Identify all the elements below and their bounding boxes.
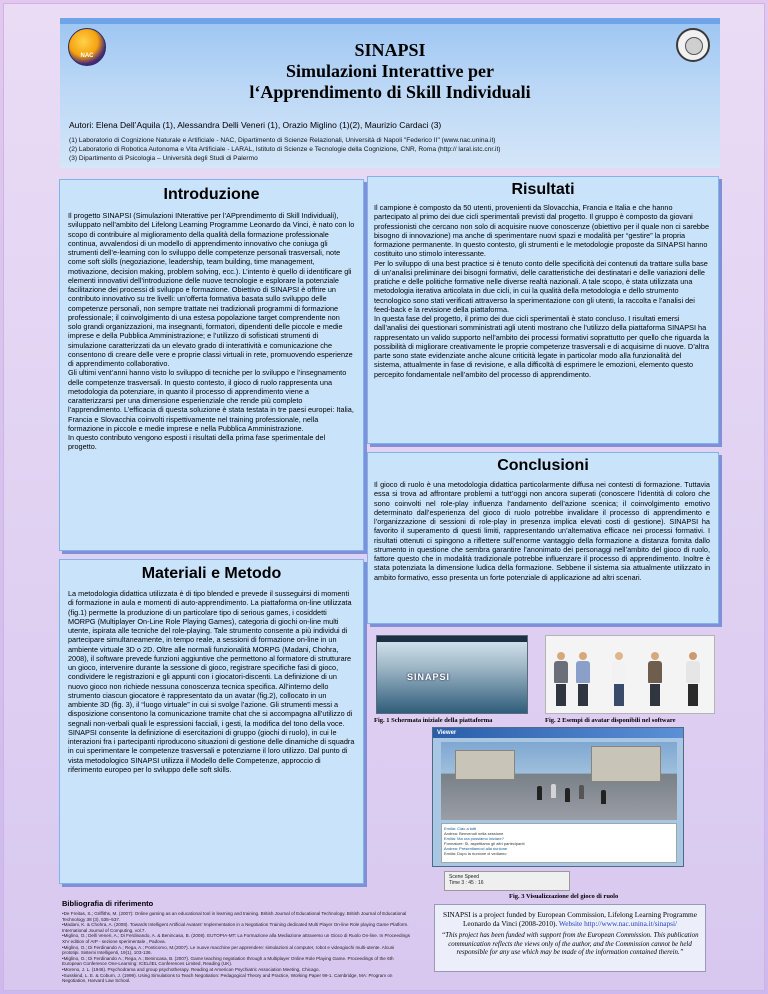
funding-statement xyxy=(435,910,705,928)
reference-item: •Miglino, O.; Di Ferdinando A.; Rega, A.; Ponticorvo, M.(2007). Le nuove macchine per apprendere: simulazioni al computer, robot e videogiochi multi-utente. Alcuni prototipi. Sistemi Intelligenti, 19(1), 103-136. xyxy=(62,944,395,956)
poster xyxy=(3,3,765,991)
nac-logo-icon: NAC xyxy=(68,28,106,66)
chat-line: Emilia: Ciao a tutti xyxy=(444,826,477,831)
playback-controls xyxy=(444,871,570,891)
reference-item: •Moreno, J. L. (1946). Psychodrama and group psychotherapy. Reading at American Psychiatric Association Meeting, Chicago. xyxy=(62,966,320,972)
affiliations xyxy=(69,136,501,163)
introduzione-text: Il progetto SINAPSI (Simulazioni INterattive per l’APprendimento di Skill Individuali), sviluppato nell’ambito del Lifelong Learning Programme Leonardo da Vinci, è nato con lo scopo di contribuire al miglioramento della qualità della formazione professionale continua, avvalendosi di un modello di apprendimento innovativo che coniuga gli strumenti dell’e-learning con lo sviluppo delle competenze personali trasversali, note come soft skills (negoziazione, leadership, team building, time management, motivazione, decision making, problem solving, ecc.). L’intento è quello di identificare gli elementi innovativi dell’introduzione delle nuove tecnologie e esplorare la potenziale facilitazione dei processi di sviluppo e formazione. Obiettivo di SINAPSI è offrire un contributo innovativo su tre livelli: un’offerta formativa basata sullo sviluppo delle competenze personali, non sempre trattate nei tradizionali programmi di formazione professionale; il coinvolgimento di una estesa popolazione target comprendente non solo grandi organizzazioni, ma insegnanti, formatori, dipendenti delle piccole e medie imprese e della Pubblica Amministrazione; e l’utilizzo di sofisticati strumenti di simulazione caratterizzati da un elevato grado di interattività e comunicazione che consentono di creare delle vere e proprie classi virtuali in rete, promuovendo esperienze di apprendimento collaborativo. Gli ultimi vent’anni hanno visto lo sviluppo di tecniche per lo sviluppo e l’insegnamento delle competenze trasversali. In questo contesto, il gioco di ruolo rappresenta una metodologia da potenziare, in quanto il processo di apprendimento viene a caratterizzarsi per una dimensione esperienziale che rende più completo l’apprendimento. L’efficacia di questa soluzione è stata testata in tre paesi europei: Italia, Francia e Slovacchia coinvolti rispettivamente nel training professionale, nella formazione in piccole e medie imprese e nella Pubblica Amministrazione. In questo contributo vengono esposti i risultati della prima fase sperimentale del progetto. xyxy=(68,211,355,452)
reference-item: •Miglino, O.; Di Ferdinando A.; Rega, A.; Benincasa, B. (2007). Game teaching negotiation through a Multiplayer Online Role Playing Game. Proceedings of the 6th European Conference One-Learning: ICEL/IEL Conferences Limited, Reading (UK). xyxy=(62,955,394,967)
figure-2-caption: Fig. 2 Esempi di avatar disponibili nel software xyxy=(545,717,676,724)
university-seal-icon xyxy=(676,28,710,62)
avatar-figure xyxy=(648,652,662,708)
header-banner xyxy=(60,18,720,168)
poster-title xyxy=(120,40,660,103)
playback-labels: Scene Speed xyxy=(449,874,480,880)
viewer-window-title: Viewer xyxy=(433,728,683,738)
reference-item: •De Freitas, S.; Griffiths, M. (2007): Online gaming as an educational tool in learning and training. British Journal of Educational Technology. British Journal of Educational Technology 38 (3), 535–537. xyxy=(62,911,407,922)
avatar-person xyxy=(551,784,556,798)
references-title: Bibliografia di riferimento xyxy=(62,899,154,908)
virtual-3d-scene xyxy=(441,742,677,820)
risultati-section xyxy=(367,176,719,444)
chat-panel xyxy=(441,823,677,863)
risultati-title: Risultati xyxy=(511,181,575,198)
affiliation-2: (2) Laboratorio di Robotica Autonoma e Vita Artificiale - LARAL, Istituto di Scienze e Tecnologie della Cognizione, CNR, Roma (http:// laral.istc.cnr.it) xyxy=(69,146,501,153)
project-website-link[interactable]: Website http://www.nac.unina.it/sinapsi/ xyxy=(558,919,678,928)
materiali-section xyxy=(59,559,364,884)
playback-time: Time 3 : 45 : 16 xyxy=(449,880,484,886)
chat-line: Andrea: Presentiamoci alla riunione xyxy=(444,846,508,851)
conclusioni-section xyxy=(367,452,719,624)
affiliation-3: (3) Dipartimento di Psicologia – Università degli Studi di Palermo xyxy=(69,155,258,162)
avatar-person xyxy=(601,790,606,804)
avatar-person xyxy=(537,786,542,800)
chat-line: Emilia: Dopo la riunione ci vediamo xyxy=(444,851,507,856)
title-line-2: Simulazioni Interattive per xyxy=(286,61,494,81)
title-line-3: l‘Apprendimento di Skill Individuali xyxy=(249,82,531,102)
figure-1-platform-screen xyxy=(376,635,528,714)
avatar-person xyxy=(565,788,570,802)
avatar-figure xyxy=(554,652,568,708)
avatar-figure xyxy=(686,652,700,708)
figure-3-roleplay-view xyxy=(432,727,684,867)
fig1-top-bar xyxy=(377,636,527,642)
avatar-figure xyxy=(576,652,590,708)
building xyxy=(591,746,661,782)
fig1-sinapsi-logo: SINAPSI xyxy=(407,672,451,682)
reference-item: •Madani, K. & Chohra, A. (2008). Towards Intelligent Artificial Avatars' Implementation in a Negotiation Training dedicated Multi Player On-line Role playing Game Platform. International Journal of Computing, vol.7. xyxy=(62,922,409,933)
reference-item: •Miglino, O.; Delli Veneri, A.; Di Ferdinando, A. & Benincasa, B. (2008). EUTOPIA-MT: La Formazione alla Mediazione attraverso un Gioco di Ruolo On-line. In Proceedings XIV edition of AIP - sezione sperimentale , Padova. xyxy=(62,933,411,944)
references-list xyxy=(62,911,412,984)
funding-notice xyxy=(434,904,706,972)
materiali-title: Materiali e Metodo xyxy=(141,565,282,582)
figure-2-avatars xyxy=(545,635,715,714)
risultati-text: Il campione è composto da 50 utenti, provenienti da Slovacchia, Francia e Italia e che hanno partecipato al primo dei due cicli sperimentali previsti dal progetto. Il gruppo è composto da giovani professionisti che cercano non solo di acquisire nuove conoscenze (obiettivo per il quale non ci sarebbe bisogno di innovazione) ma anche di sperimentare nuovi spazi e modalità per “gestire” la propria formazione permanente. In questo contesto, gli strumenti e le metodologie proposte da SINAPSI hanno costituito uno stimolo interessante. Per lo sviluppo di una best practice si è tenuto conto delle specificità dei contenuti da trattare sulla base di un’analisi preliminare dei bisogni formativi, delle caratteristiche dei destinatari e delle variazioni delle pratiche e delle politiche formative nelle diverse realtà nazionali. A tale scopo, è stata utilizzata una metodologia iterativa articolata in due cicli, in cui la qualità della metodologia e dello strumento tecnologico sono stati verificati attraverso la sperimentazione con gli utenti, la raccolta e l’analisi dei feed-back e la revisione della piattaforma. In questa fase del progetto, il primo dei due cicli sperimentali è stato concluso. I risultati emersi dall’analisi dei questionari somministrati agli utenti mostrano che l’utilizzo della piattaforma SINAPSI ha rappresentato un valido supporto nell’ambito dei processi formativi soprattutto per quello che riguarda la possibilità di migliorare creativamente le proprie competenze trasversali e di acquisirne di nuove. D’altra parte sono state evidenziate anche alcune criticità legate in particolar modo alla funzionalità del sistema, attualmente in fase di revisione, e alla difficoltà di esprimere le emozioni, elemento questo percepito fondamentale nell’ambito del processo di apprendimento. xyxy=(374,203,710,379)
avatar-person xyxy=(579,785,584,799)
introduzione-title: Introduzione xyxy=(163,186,260,203)
chat-line: Emilia: Ma ora possiamo iniziare? xyxy=(444,836,504,841)
avatar-figure xyxy=(612,652,626,708)
funding-text: SINAPSI is a project funded by European Commission, Lifelong Learning Programme Leonardo da Vinci (2008-2010). xyxy=(443,910,697,928)
authors: Autori: Elena Dell’Aquila (1), Alessandra Delli Veneri (1), Orazio Miglino (1)(2), Maurizio Cardaci (3) xyxy=(69,120,442,130)
building xyxy=(455,750,515,780)
title-line-1: SINAPSI xyxy=(354,40,426,60)
conclusioni-title: Conclusioni xyxy=(497,457,589,474)
conclusioni-text: Il gioco di ruolo è una metodologia didattica particolarmente diffusa nei contesti di formazione. Tuttavia essa si trova ad affrontare problemi a tutt’oggi non ancora superati (conoscere l’identità di coloro che sono coinvolti nel role-play influenza l’andamento dell’azione scenica; il coinvolgimento emotivo determinato dall’esperienza del gioco di ruolo potrebbe invalidare il processo di apprendimento e l’organizzazione di sessioni di role-play in presenza implica elevati costi di gestione). SINAPSI ha favorito il superamento di questi limiti, rappresentando un’alternativa efficace nei processi formativi. I risultati ottenuti ci spingono a riflettere sull’enorme vantaggio della formazione a distanza fornita dallo strumento in questione che sembra garantire l’anonimato dei personaggi nell’ambito del gioco di ruolo, fattore questo che in modalità tradizionale potrebbe influenzare il processo di apprendimento. Inoltre è stata potenziata la dimensione ludica della formazione. Sebbene il sistema sia attualmente utilizzato in ambito formativo, esso presenta un forte potenziale di applicazione ad altri scenari. xyxy=(374,480,710,582)
chat-line: Andrea: Benvenuti nella sessione xyxy=(444,831,504,836)
figure-1-caption: Fig. 1 Schermata iniziale della piattaforma xyxy=(374,717,493,724)
figure-3-caption: Fig. 3 Visualizzazione del gioco di ruolo xyxy=(509,893,619,900)
chat-line: Formatore: Si, aspettiamo gli altri partecipanti xyxy=(444,841,525,846)
materiali-text: La metodologia didattica utilizzata è di tipo blended e prevede il susseguirsi di momenti di formazione in aula e momenti di auto-apprendimento. La piattaforma on-line utilizzata (fig.1) permette la produzione di un particolare tipo di serious games, i cosiddetti MORPG (Multiplayer On-Line Role Playing Games), categoria di giochi on-line multi utente, ispirata alle tecniche del role-playing. Tale strumento consente a più individui di partecipare simultaneamente, in tempo reale, a sessioni di formazione on-line in un ambiente virtuale 3D o 2D. Oltre alle normali funzionalità MORPG (Madani, Chohra, 2008), il software prevede funzioni aggiuntive che permettono al formatore di strutturare un gioco, intervenire durante la sessione di gioco, registrare specifiche fasi di gioco, condividere le registrazioni e gli appunti con i giocatori-discenti. La definizione di un nuovo gioco non richiede nessuna conoscenza tecnica specifica. All’interno dello strumento ciascun giocatore è rappresentato da un avatar (fig.2), collocato in un ambiente 3D (fig. 3), il “luogo virtuale” in cui si svolge l’azione. Gli strumenti messi a disposizione consentono la comunicazione tramite chat che si accompagna all’utilizzo di segnali non-verbali quali le espressioni facciali, i gesti, la modifica del tono della voce. SINAPSI consente la definizione di esercitazioni di gruppo (giochi di ruolo), in cui le interazioni fra i partecipanti riproducono situazioni di gestione delle dinamiche di squadra in cui sperimentare le competenze trasversali e potenziarne il loro utilizzo. Dal punto di vista metodologico SINAPSI utilizza il Modello delle Competenze, approccio di riferimento europeo per lo sviluppo delle soft skills. xyxy=(68,589,355,774)
affiliation-1: (1) Laboratorio di Cognizione Naturale e Artificiale - NAC, Dipartimento di Scienze Relazionali, Università di Napoli "Federico II" (www.nac.unina.it) xyxy=(69,137,496,144)
introduzione-section xyxy=(59,179,364,551)
eu-disclaimer: “This project has been funded with support from the European Commission. This publication communication reflects the views only of the author, and the Commission cannot be held responsible for any use which may be made of the information contained therein.” xyxy=(441,932,699,957)
reference-item: •Susskind, L. E. & Coburn, J. (1999). Using Simulations to Teach Negotiation: Pedagogical Theory and Practice, Working Paper 99-1. Cambridge, MA: Program on Negotiation, Harvard Law School. xyxy=(62,972,393,984)
